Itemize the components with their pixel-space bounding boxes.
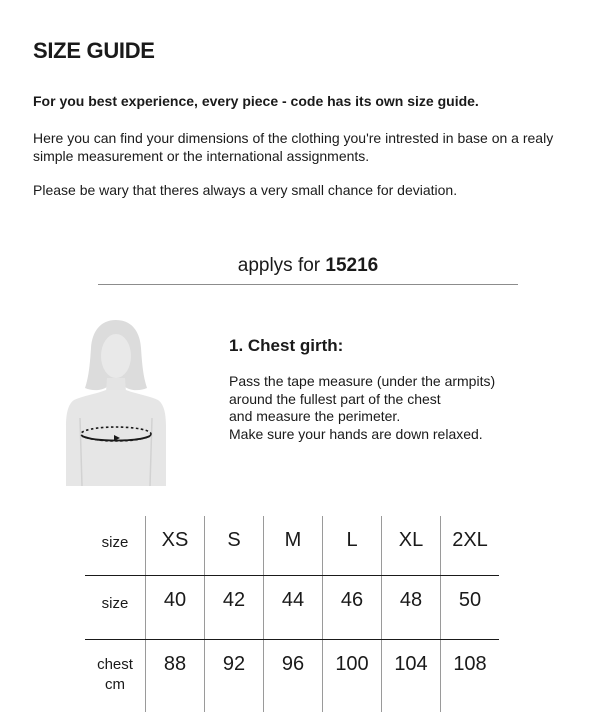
applies-for-heading xyxy=(98,255,518,277)
table-cell: 100 xyxy=(323,640,382,712)
table-cell: 50 xyxy=(441,576,500,640)
table-cell: 88 xyxy=(146,640,205,712)
heading-divider xyxy=(98,284,518,285)
product-code: 15216 xyxy=(325,255,378,276)
table-cell: 104 xyxy=(382,640,441,712)
table-row xyxy=(85,516,499,576)
table-cell: XS xyxy=(146,516,205,576)
table-cell: 96 xyxy=(264,640,323,712)
table-row xyxy=(85,576,499,640)
instruction-line: and measure the perimeter. xyxy=(229,408,549,426)
intro-bold-text: For you best experience, every piece - code has its own size guide. xyxy=(33,93,479,109)
row-header: size xyxy=(85,576,146,640)
table-cell: 48 xyxy=(382,576,441,640)
deviation-note: Please be wary that theres always a very small chance for deviation. xyxy=(33,182,457,198)
table-cell: S xyxy=(205,516,264,576)
row-header xyxy=(85,640,146,712)
instruction-line: around the fullest part of the chest xyxy=(229,391,549,409)
page-title: SIZE GUIDE xyxy=(33,38,155,64)
table-cell: XL xyxy=(382,516,441,576)
chest-girth-instructions xyxy=(229,373,549,443)
instruction-line: Make sure your hands are down relaxed. xyxy=(229,426,549,444)
row-header: size xyxy=(85,516,146,576)
chest-girth-title: 1. Chest girth: xyxy=(229,336,343,356)
table-cell: 42 xyxy=(205,576,264,640)
table-cell: 108 xyxy=(441,640,500,712)
applies-prefix: applys for xyxy=(238,255,320,276)
instruction-line: Pass the tape measure (under the armpits) xyxy=(229,373,549,391)
female-torso-icon xyxy=(60,318,172,488)
table-cell: 46 xyxy=(323,576,382,640)
table-cell: L xyxy=(323,516,382,576)
table-cell: 40 xyxy=(146,576,205,640)
table-cell: 92 xyxy=(205,640,264,712)
table-cell: M xyxy=(264,516,323,576)
intro-text: Here you can find your dimensions of the clothing you're intrested in base on a realy simple measurement or the international assignments. xyxy=(33,129,578,165)
row-header-line: chest xyxy=(97,656,133,673)
table-row xyxy=(85,640,499,712)
row-header-line: cm xyxy=(105,676,125,693)
table-cell: 44 xyxy=(264,576,323,640)
table-cell: 2XL xyxy=(441,516,500,576)
size-table xyxy=(85,516,499,712)
